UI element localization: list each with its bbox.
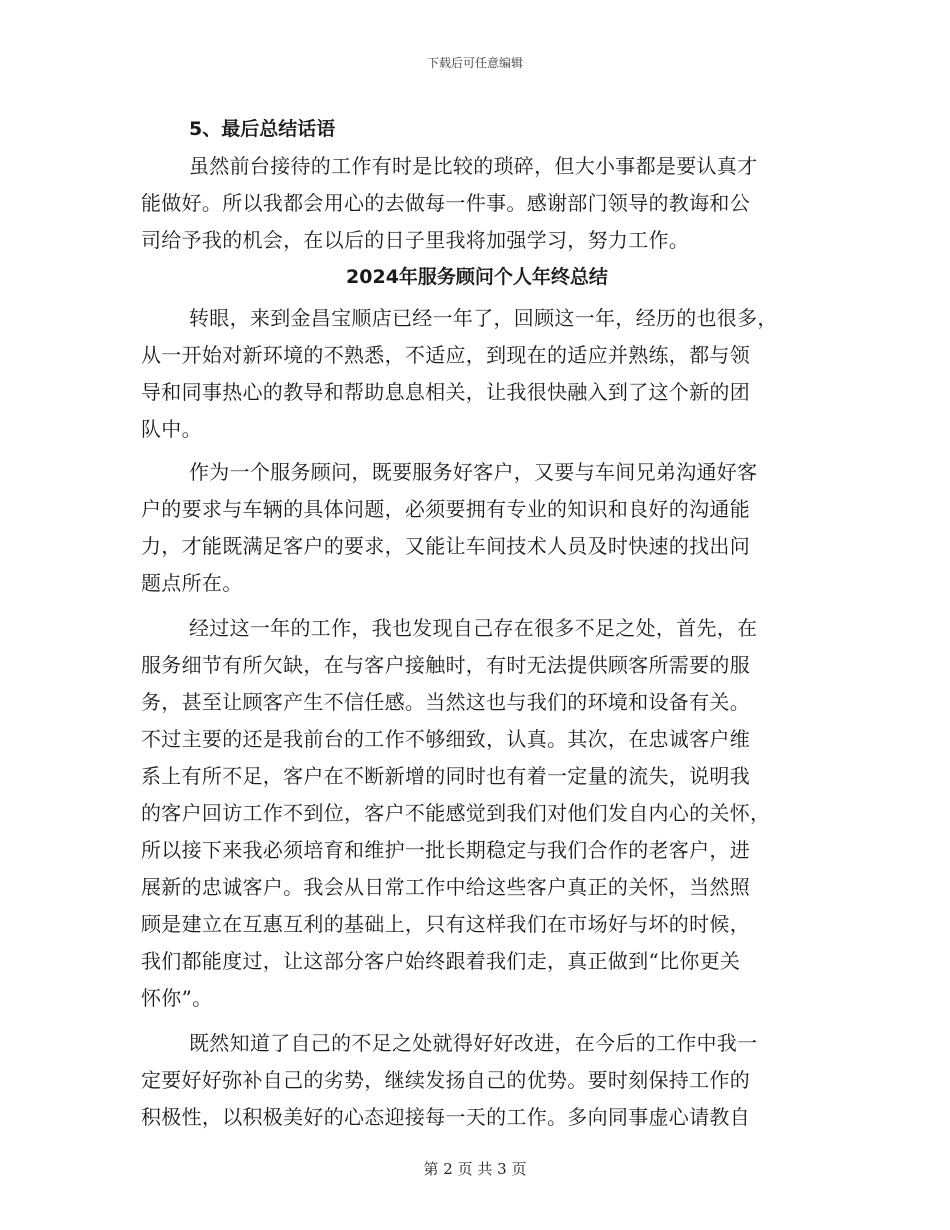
paragraph-1 — [141, 300, 813, 448]
paragraph-2 — [141, 454, 813, 602]
text-line: 所以接下来我必须培育和维护一批长期稳定与我们合作的老客户，进 — [141, 838, 750, 862]
text-line: 积极性，以积极美好的心态迎接每一天的工作。多向同事虚心请教自 — [141, 1105, 750, 1129]
text-line: 司给予我的机会，在以后的日子里我将加强学习，努力工作。 — [141, 228, 690, 252]
text-line: 虽然前台接待的工作有时是比较的琐碎，但大小事都是要认真才 — [189, 154, 758, 178]
text-line: 我们都能度过，让这部分客户始终跟着我们走，真正做到“比你更关 — [141, 949, 741, 973]
page-number: 第 2 页 共 3 页 — [423, 1160, 527, 1178]
text-line: 的客户回访工作不到位，客户不能感觉到我们对他们发自内心的关怀， — [141, 801, 771, 825]
text-line: 转眼，来到金昌宝顺店已经一年了，回顾这一年，经历的也很多， — [189, 306, 778, 330]
text-line: 展新的忠诚客户。我会从日常工作中给这些客户真正的关怀，当然照 — [141, 875, 750, 899]
document-title: 2024年服务顾问个人年终总结 — [346, 266, 608, 288]
page-header-note: 下载后可任意编辑 — [426, 56, 523, 70]
text-line: 务，甚至让顾客产生不信任感。当然这也与我们的环境和设备有关。 — [141, 690, 750, 714]
text-line: 怀你”。 — [141, 986, 213, 1010]
section-paragraph — [141, 148, 813, 259]
text-line: 经过这一年的工作，我也发现自己存在很多不足之处，首先，在 — [189, 616, 758, 640]
text-line: 能做好。所以我都会用心的去做每一件事。感谢部门领导的教诲和公 — [141, 191, 750, 215]
text-line: 题点所在。 — [141, 571, 243, 595]
text-line: 定要好好弥补自己的劣势，继续发扬自己的优势。要时刻保持工作的 — [141, 1068, 750, 1092]
document-body — [141, 112, 813, 1136]
text-line: 队中。 — [141, 417, 202, 441]
paragraph-4 — [141, 1025, 813, 1136]
text-line: 服务细节有所欠缺，在与客户接触时，有时无法提供顾客所需要的服 — [141, 653, 750, 677]
text-line: 从一开始对新环境的不熟悉，不适应，到现在的适应并熟练，都与领 — [141, 343, 750, 367]
text-line: 导和同事热心的教导和帮助息息相关，让我很快融入到了这个新的团 — [141, 380, 750, 404]
paragraph-3 — [141, 610, 813, 1017]
text-line: 不过主要的还是我前台的工作不够细致，认真。其次，在忠诚客户维 — [141, 727, 750, 751]
text-line: 户的要求与车辆的具体问题，必须要拥有专业的知识和良好的沟通能 — [141, 497, 750, 521]
text-line: 系上有所不足，客户在不断新增的同时也有着一定量的流失，说明我 — [141, 764, 750, 788]
text-line: 既然知道了自己的不足之处就得好好改进，在今后的工作中我一 — [189, 1031, 758, 1055]
section-heading: 5、最后总结话语 — [189, 118, 336, 140]
text-line: 力，才能既满足客户的要求，又能让车间技术人员及时快速的找出问 — [141, 534, 750, 558]
text-line: 顾是建立在互惠互利的基础上，只有这样我们在市场好与坏的时候， — [141, 912, 750, 936]
text-line: 作为一个服务顾问，既要服务好客户，又要与车间兄弟沟通好客 — [189, 460, 758, 484]
